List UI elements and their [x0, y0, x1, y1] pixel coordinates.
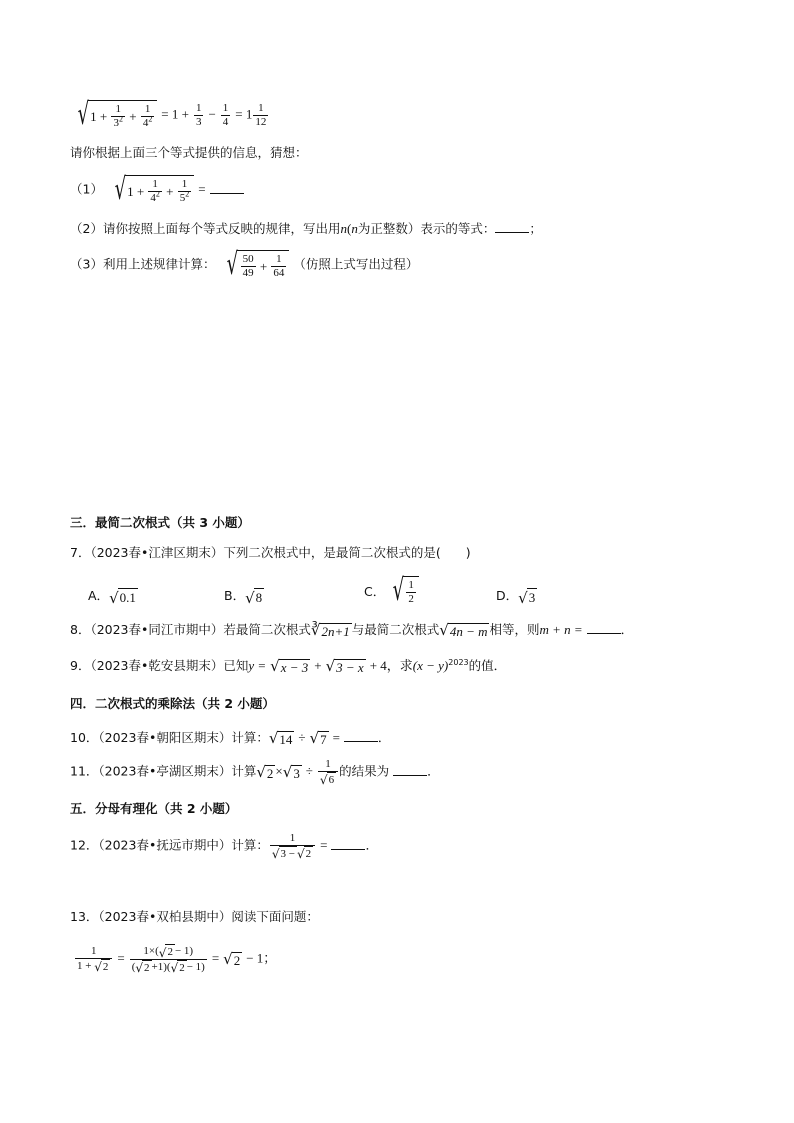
- q6-part3: （3）利用上述规律计算： √ $\frac{50}{49}$ + $\frac{1}{64}$ （仿照上式写出过程）: [70, 247, 419, 282]
- answer-blank[interactable]: [393, 765, 427, 776]
- q7-option-c[interactable]: C． √ $\frac{1}{2}$: [364, 576, 419, 606]
- section-3-heading: 三．最简二次根式（共 3 小题）: [70, 515, 250, 530]
- answer-blank[interactable]: [344, 731, 378, 742]
- q13-equation: 1 1 + √ 2 = 1×( √ 2 − 1) ( √ 2 +1)( √ 2 − 1) = √ 2 − 1；: [77, 944, 277, 976]
- q11-text: 11．（2023春•亭湖区期末）计算 √ 2 × √ 3 ÷ 1 √ 6 的结果为 ．: [70, 758, 440, 788]
- fraction: $\frac{1}{12}$: [255, 101, 267, 128]
- fraction: $\frac{1}{4^2}$: [142, 102, 153, 129]
- answer-blank[interactable]: [495, 222, 529, 233]
- answer-blank[interactable]: [587, 623, 621, 634]
- q7-option-b[interactable]: B． √ 8: [224, 588, 263, 607]
- q7-text: 7．（2023春•江津区期末）下列二次根式中，是最简二次根式的是( ): [70, 545, 471, 560]
- sqrt-expression: √ 1 + $\frac{1}{4^2}$ + $\frac{1}{5^2}$: [107, 175, 194, 205]
- q6-part2: （2）请你按照上面每个等式反映的规律，写出用n(n为正整数）表示的等式： ；: [70, 221, 542, 236]
- q7-option-d[interactable]: D． √ 3: [496, 588, 536, 607]
- guess-text: 请你根据上面三个等式提供的信息，猜想：: [70, 145, 308, 160]
- section-5-heading: 五．分母有理化（共 2 小题）: [70, 801, 238, 816]
- fraction: $\frac{1}{3}$: [195, 101, 202, 128]
- section-4-heading: 四．二次根式的乘除法（共 2 小题）: [70, 696, 275, 711]
- q9-text: 9．（2023春•乾安县期末）已知y = √ x − 3 + √ 3 − x + 4，求$(x - y)^{2023}$的值．: [70, 657, 507, 675]
- q8-text: 8．（2023春•同江市期中）若最简二次根式 ∛ 2n+1 与最简二次根式 √ 4n − m 相等，则m + n = ．: [70, 621, 634, 639]
- sqrt-expression: √ $\frac{50}{49}$ + $\frac{1}{64}$: [219, 250, 289, 280]
- q13-text: 13．（2023春•双柏县期中）阅读下面问题：: [70, 909, 319, 924]
- q7-option-a[interactable]: A． √ 0.1: [88, 588, 136, 607]
- q6-part1: （1） √ 1 + $\frac{1}{4^2}$ + $\frac{1}{5^2}$ =: [70, 175, 244, 205]
- answer-blank[interactable]: [331, 839, 365, 850]
- answer-blank[interactable]: [210, 183, 244, 194]
- q12-text: 12．（2023春•抚远市期中）计算： 1 √ 3 − √ 2 = ．: [70, 832, 378, 862]
- fraction: $\frac{1}{3^2}$: [113, 102, 123, 129]
- sqrt-expression: √ 1 + $\frac{1}{3^2}$ + $\frac{1}{4^2}$: [70, 100, 157, 130]
- intro-equation: √ 1 + $\frac{1}{3^2}$ + $\frac{1}{4^2}$ = 1 + $\frac{1}{3}$ − $\frac{1}{4}$ = 1 $\frac{1}{12}$: [70, 100, 269, 130]
- fraction: $\frac{1}{4}$: [222, 101, 229, 128]
- q10-text: 10．（2023春•朝阳区期末）计算： √ 14 ÷ √ 7 = ．: [70, 729, 391, 747]
